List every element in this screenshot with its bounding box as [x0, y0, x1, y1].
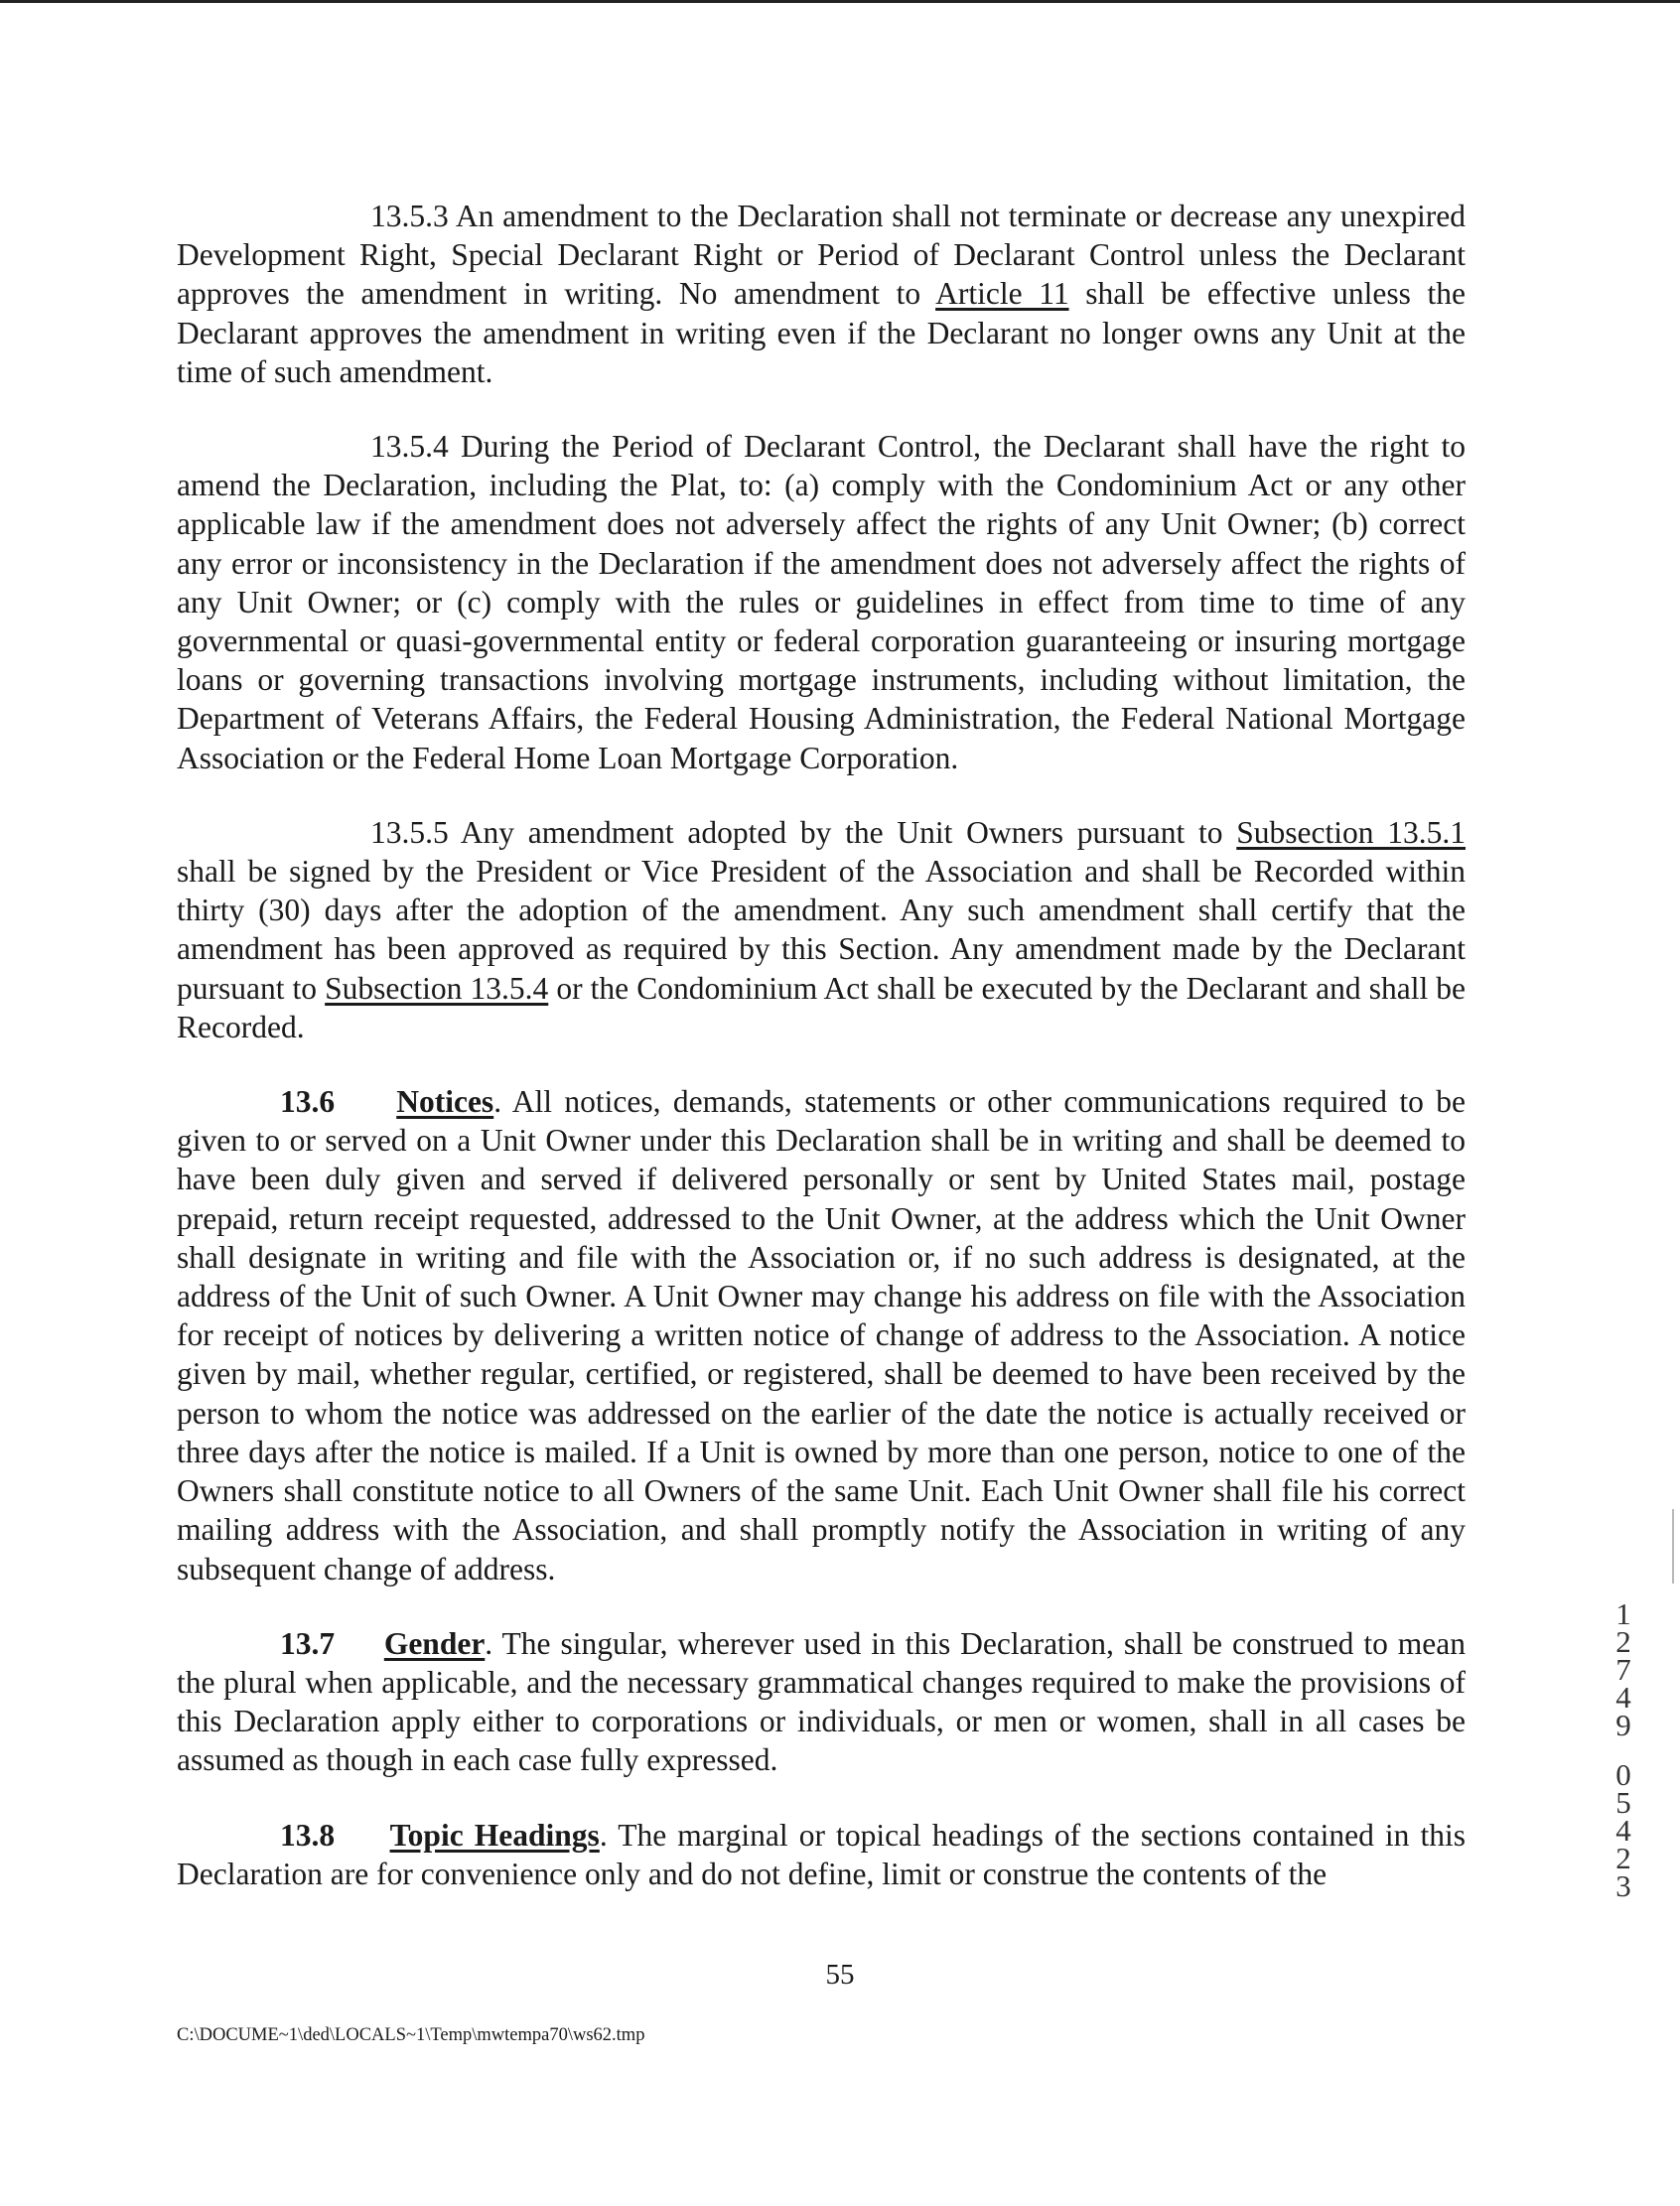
footer-file-path: C:\DOCUME~1\ded\LOCALS~1\Temp\mwtempa70\ws62.tmp: [177, 2025, 645, 2045]
recording-number-stamp: [1606, 1596, 1641, 1903]
scan-margin-mark: [1672, 1509, 1674, 1584]
section-number: 13.8: [280, 1817, 336, 1853]
paragraph-13-5-5-text: 13.5.5 Any amendment adopted by the Unit Owners pursuant to: [370, 814, 1237, 850]
section-heading: Notices: [396, 1084, 494, 1120]
section-13-6-notices: [177, 1082, 1466, 1588]
paragraph-13-5-5: [177, 813, 1466, 1046]
section-number: 13.6: [280, 1084, 336, 1120]
page-number: 55: [825, 1959, 855, 1991]
recording-digit: 2: [1615, 1841, 1631, 1875]
paragraph-13-5-5-text-end: or the Condominium Act shall be executed by the Declarant and shall be Recorded.: [177, 970, 1467, 1044]
paragraph-13-5-3: [177, 197, 1466, 391]
section-text: . All notices, demands, statements or other communications required to be given to or served on a Unit Owner under this Declaration shall be in writing and shall be deemed to have been duly given and served if delivered personally or sent by United States mail, postage prepaid, return receipt requested, addressed to the Unit Owner, at the address which the Unit Owner shall designate in writing and file with the Association or, if no such address is designated, at the address of the Unit of such Owner. A Unit Owner may change his address on file with the Association for receipt of notices by delivering a written notice of change of address to the Association. A notice given by mail, whether regular, certified, or registered, shall be deemed to have been received by the person to whom the notice was addressed on the earlier of the date the notice is actually received or three days after the notice is mailed. If a Unit is owned by more than one person, notice to one of the Owners shall constitute notice to all Owners of the same Unit. Each Unit Owner shall file his correct mailing address with the Association, and shall promptly notify the Association in writing of any subsequent change of address.: [177, 1084, 1467, 1586]
recording-digit: 2: [1615, 1624, 1631, 1659]
section-heading: Gender: [383, 1625, 486, 1661]
recording-digit: 9: [1615, 1708, 1631, 1742]
section-number: 13.7: [280, 1625, 336, 1661]
recording-digit: 3: [1615, 1868, 1631, 1903]
article-11-reference: Article 11: [935, 276, 1069, 312]
paragraph-13-5-5-text-middle: shall be signed by the President or Vice President of the Association and shall be Recorded within thirty (30) days after the adoption of the amendment. Any such amendment shall certify that the amendment has been approved as required by this Section. Any amendment made by the Declarant pursuant to: [177, 854, 1466, 1006]
subsection-13-5-4-reference: Subsection 13.5.4: [325, 970, 549, 1006]
recording-digit: 5: [1615, 1785, 1631, 1820]
section-heading: Topic Headings: [389, 1817, 600, 1853]
recording-digit: 4: [1615, 1813, 1631, 1848]
paragraph-13-5-4-text: 13.5.4 During the Period of Declarant Control, the Declarant shall have the right to amend the Declaration, including the Plat, to: (a) comply with the Condominium Act or any other applicable law if the amendment does not adversely affect the rights of any Unit Owner; (b) correct any error or inconsistency in the Declaration if the amendment does not adversely affect the rights of any Unit Owner; or (c) comply with the rules or guidelines in effect from time to time of any governmental or quasi-governmental entity or federal corporation guaranteeing or insuring mortgage loans or governing transactions involving mortgage instruments, including without limitation, the Department of Veterans Affairs, the Federal Housing Administration, the Federal National Mortgage Association or the Federal Home Loan Mortgage Corporation.: [177, 429, 1466, 775]
document-body: [177, 197, 1466, 1893]
recording-digit: 7: [1615, 1652, 1631, 1687]
paragraph-13-5-4: [177, 427, 1466, 777]
recording-digit: 4: [1615, 1680, 1631, 1715]
section-text: . The singular, wherever used in this Declaration, shall be construed to mean the plural when applicable, and the necessary grammatical changes required to make the provisions of this Declaration apply either to corporations or individuals, or men or women, shall in all cases be assumed as though in each case fully expressed.: [177, 1625, 1467, 1778]
section-text: . The marginal or topical headings of the sections contained in this Declaration are for convenience only and do not define, limit or construe the contents of the: [177, 1817, 1467, 1891]
paragraph-13-5-3-text-end: shall be effective unless the Declarant approves the amendment in writing even if the Declarant no longer owns any Unit at the time of such amendment.: [177, 276, 1466, 389]
subsection-13-5-1-reference: Subsection 13.5.1: [1236, 814, 1466, 850]
section-13-7-gender: [177, 1624, 1466, 1780]
section-13-8-topic-headings: [177, 1816, 1466, 1893]
scan-top-edge: [0, 0, 1680, 3]
recording-digit: 0: [1615, 1757, 1631, 1792]
paragraph-13-5-3-text: 13.5.3 An amendment to the Declaration shall not terminate or decrease any unexpired Development Right, Special Declarant Right or Period of Declarant Control unless the Declarant approves the amendment in writing. No amendment to: [177, 199, 1466, 312]
recording-digit: 1: [1615, 1596, 1631, 1631]
